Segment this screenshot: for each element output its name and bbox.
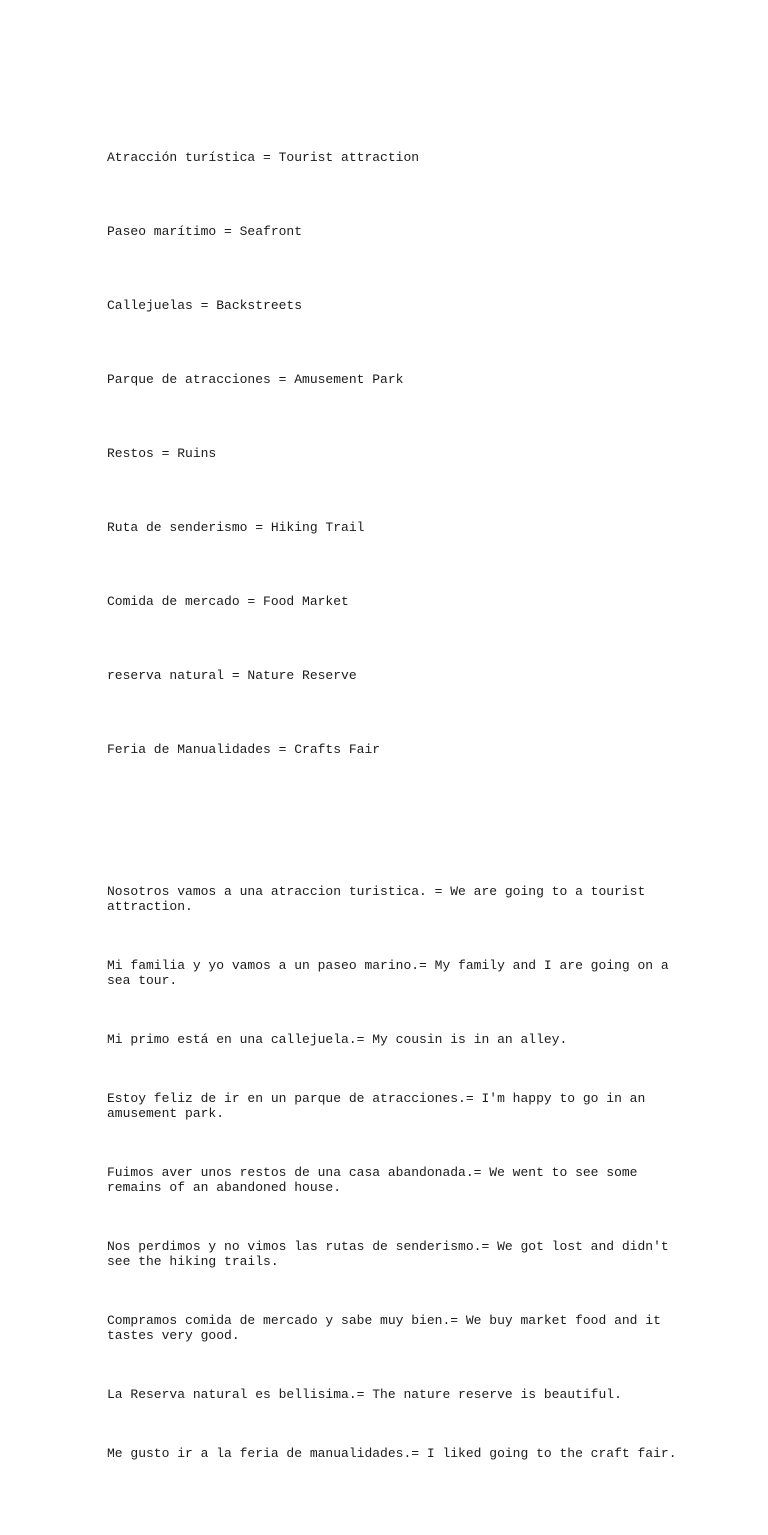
example-sentence: La Reserva natural es bellisima.= The nature reserve is beautiful.: [107, 1387, 622, 1402]
example-sentence: Nos perdimos y no vimos las rutas de senderismo.= We got lost and didn't see the hiking trails.: [107, 1239, 677, 1269]
vocabulary-item: Feria de Manualidades = Crafts Fair: [107, 742, 381, 757]
example-sentences-list: [107, 854, 687, 1505]
document-body: [107, 90, 687, 1535]
example-sentence: Mi familia y yo vamos a un paseo marino.= My family and I are going on a sea tour.: [107, 958, 677, 988]
vocabulary-item: Restos = Ruins: [107, 446, 217, 461]
vocabulary-item: Atracción turística = Tourist attraction: [107, 150, 420, 165]
vocabulary-list: [107, 120, 687, 816]
example-sentence: Nosotros vamos a una atraccion turistica. = We are going to a tourist attraction.: [107, 884, 654, 914]
vocabulary-item: Comida de mercado = Food Market: [107, 594, 349, 609]
example-sentence: Estoy feliz de ir en un parque de atracciones.= I'm happy to go in an amusement park.: [107, 1091, 654, 1121]
vocabulary-item: Parque de atracciones = Amusement Park: [107, 372, 404, 387]
vocabulary-item: Ruta de senderismo = Hiking Trail: [107, 520, 365, 535]
vocabulary-item: reserva natural = Nature Reserve: [107, 668, 357, 683]
example-sentence: Me gusto ir a la feria de manualidades.= I liked going to the craft fair.: [107, 1446, 677, 1461]
vocabulary-item: Callejuelas = Backstreets: [107, 298, 303, 313]
example-sentence: Mi primo está en una callejuela.= My cousin is in an alley.: [107, 1032, 568, 1047]
example-sentence: Compramos comida de mercado y sabe muy bien.= We buy market food and it tastes very good.: [107, 1313, 669, 1343]
example-sentence: Fuimos aver unos restos de una casa abandonada.= We went to see some remains of an abandoned house.: [107, 1165, 646, 1195]
vocabulary-item: Paseo marítimo = Seafront: [107, 224, 303, 239]
